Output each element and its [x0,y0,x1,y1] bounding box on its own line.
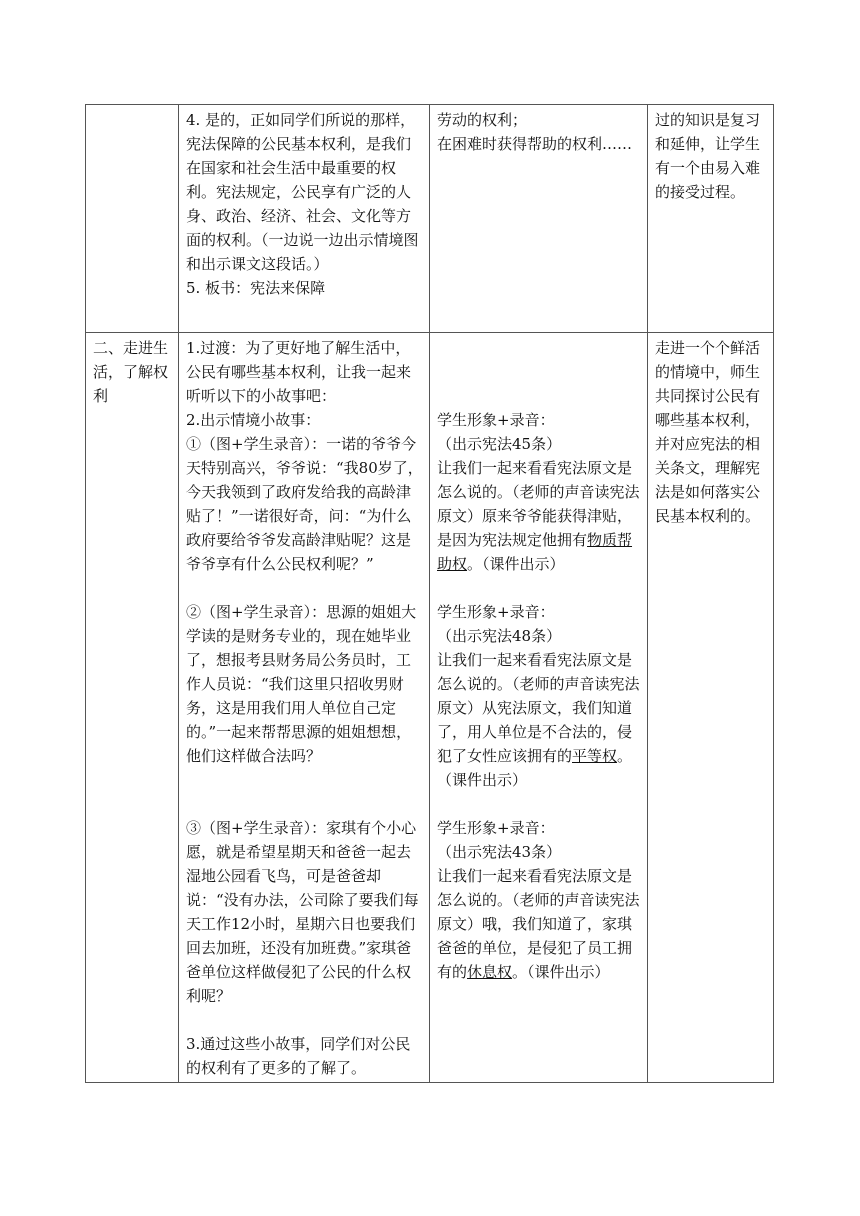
story-1: ①（图+学生录音）：一诺的爷爷今天特别高兴，爷爷说：“我80岁了，今天我领到了政府发给我的高龄津贴了！”一诺很好奇，问：“为什么政府要给爷爷发高龄津贴呢？这是爷爷享有什么公民权利呢？” [186,435,423,573]
answer-2-text: 让我们一起来看看宪法原文是怎么说的。（老师的声音读宪法原文）从宪法原文，我们知道了，用人单位是不合法的，侵犯了女性应该拥有的平等权。（课件出示） [437,651,640,789]
student-text: 劳动的权利； [437,111,528,129]
answer-3-article: （出示宪法43条） [437,843,562,861]
answer-1-text: 让我们一起来看看宪法原文是怎么说的。（老师的声音读宪法原文）原来爷爷能获得津贴，是因为宪法规定他拥有物质帮助权。（课件出示） [437,459,640,573]
story-3: ③（图+学生录音）：家琪有个小心愿，就是希望星期天和爸爸一起去湿地公园看飞鸟，可是爸爸却说：“没有办法，公司除了要我们每天工作12小时，星期六日也要我们回去加班，还没有加班费。”家琪爸爸单位这样做侵犯了公民的什么权利呢？ [186,819,419,1005]
story-2: ②（图+学生录音）：思源的姐姐大学读的是财务专业的，现在她毕业了，想报考县财务局公务员时，工作人员说：“我们这里只招收男财务，这是用我们用人单位自己定的。”一起来帮帮思源的姐姐想想，他们这样做合法吗？ [186,603,417,765]
answer-2-article: （出示宪法48条） [437,627,562,645]
student-activity-cell [430,333,648,1083]
answer-1-article: （出示宪法45条） [437,435,562,453]
right-term: 物质帮助权 [437,531,633,573]
design-intent-text: 过的知识是复习和延伸，让学生有一个由易入难的接受过程。 [655,111,761,201]
teacher-step-4: 4. 是的，正如同学们所说的那样，宪法保障的公民基本权利，是我们在国家和社会生活中最重要的权利。宪法规定，公民享有广泛的人身、政治、经济、社会、文化等方面的权利。（一边说一边出示情境图和出示课文这段话。） [186,111,419,273]
right-term: 平等权 [572,747,618,765]
teacher-step-5: 5. 板书：宪法来保障 [186,279,326,297]
phase-text: 二、走进生活，了解权利 [93,339,169,405]
teacher-step-3: 3.通过这些小故事，同学们对公民的权利有了更多的了解了。 [186,1035,411,1077]
teacher-activity-cell [179,105,430,333]
answer-3-text: 让我们一起来看看宪法原文是怎么说的。（老师的声音读宪法原文）哦，我们知道了，家琪爸爸的单位，是侵犯了员工拥有的休息权。（课件出示） [437,867,640,981]
teacher-step-1: 1.过渡：为了更好地了解生活中，公民有哪些基本权利，让我一起来听听以下的小故事吧： [186,339,412,405]
table-row [86,333,774,1083]
teacher-step-2: 2.出示情境小故事： [186,411,321,429]
lesson-plan-table [85,104,774,1083]
phase-cell [86,105,179,333]
table-row [86,105,774,333]
student-text: 在困难时获得帮助的权利…… [437,135,633,153]
teacher-activity-cell [179,333,430,1083]
answer-1-title: 学生形象+录音： [437,411,555,429]
right-term: 休息权 [467,963,513,981]
answer-3-title: 学生形象+录音： [437,819,555,837]
answer-2-title: 学生形象+录音： [437,603,555,621]
design-intent-cell [648,333,774,1083]
student-activity-cell [430,105,648,333]
design-intent-text: 走进一个个鲜活的情境中，师生共同探讨公民有哪些基本权利，并对应宪法的相关条文，理解宪法是如何落实公民基本权利的。 [655,339,761,525]
phase-cell [86,333,179,1083]
design-intent-cell [648,105,774,333]
